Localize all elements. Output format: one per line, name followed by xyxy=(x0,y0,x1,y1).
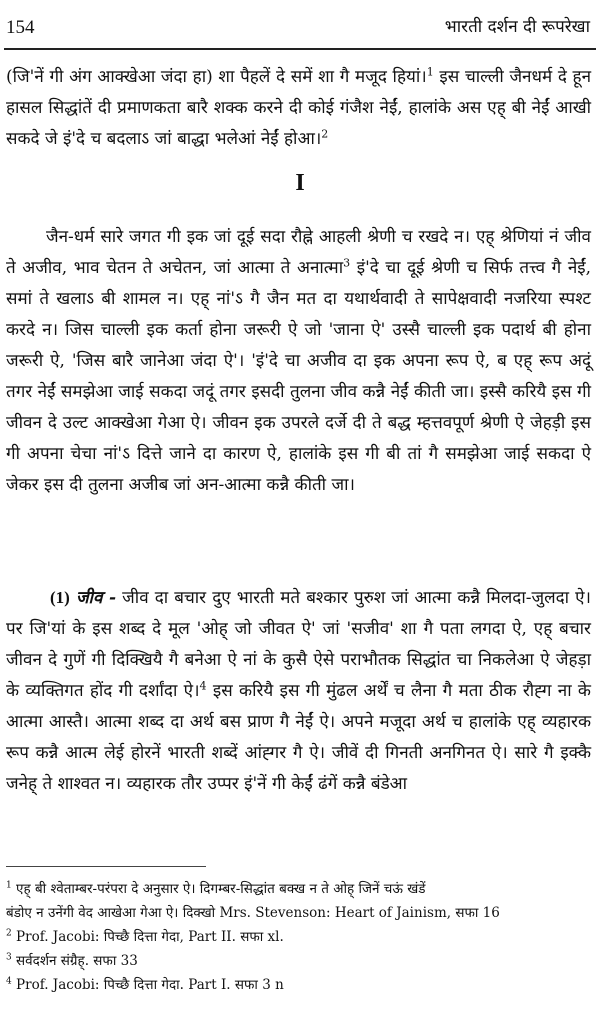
footnote-3 xyxy=(6,949,591,973)
section-heading: I xyxy=(295,170,305,196)
footnote-marker-1: 1 xyxy=(426,65,434,79)
item-number: (1) xyxy=(50,588,70,607)
footnote-1-continued xyxy=(6,901,591,925)
paragraph-jain-categories xyxy=(6,222,591,501)
footnote-2 xyxy=(6,925,591,949)
footnote-separator xyxy=(6,866,206,867)
footnote-marker-2: 2 xyxy=(321,127,329,141)
footnote-4 xyxy=(6,973,591,997)
footnote-marker-3: 3 xyxy=(343,256,351,270)
footnote-text: Prof. Jacobi: पिच्छै दित्ता गेदा. Part I. सफा 3 n xyxy=(16,977,284,993)
paragraph-text: (जि'नें गी अंग आक्खेआ जंदा हा) शा पैहलें दे समें शा गै मजूद हियां। xyxy=(6,67,427,87)
footnote-marker-4: 4 xyxy=(199,679,207,693)
footnote-mark: 1 xyxy=(6,880,12,891)
paragraph-jiva xyxy=(6,582,591,800)
footnote-text: सर्वदर्शन संग्रैह्. सफा 33 xyxy=(16,953,138,969)
header-rule xyxy=(4,48,596,50)
paragraph-intro xyxy=(6,62,591,155)
paragraph-text: जैन-धर्म सारे जगत गी इक जां दूई सदा रौह्ने आहली श्रेणी च रखदे न। एह् श्रेणियां नं जीव ते अजीव, भाव चेतन ते अचेतन, जां आत्मा ते अनात्मा xyxy=(6,227,591,278)
footnote-text: बंडोए न उनेंगी वेद आखेआ गेआ ऐ। दिक्खो Mrs. Stevenson: Heart of Jainism, सफा 16 xyxy=(6,905,500,921)
paragraph-text: इस करियै इस गी मुंढल अर्थें च लैना गै मता ठीक रौह्ग ना के आत्मा आस्तै। आत्मा शब्द दा अर्थ बस प्राण गै नेईं ऐ। अपने मजूदा अर्थ च हालांके एह् व्यहारक रूप कन्नै आत्म लेई होरनें भारती शब्दें आंह्गर गै ऐ। जीवें दी गिनती अनगिनत ऐ। सारे गै इक्कै जनेह् ते शाश्वत न। व्यहारक तौर उप्पर इं'नें गी केईं ढंगें कन्नै बंडेआ xyxy=(6,681,591,794)
footnote-text: एह् बी श्वेताम्बर-परंपरा दे अनुसार ऐ। दिगम्बर-सिद्धांत बक्ख न ते ओह् जिनें चऊं खंडें xyxy=(16,881,426,897)
running-head-title: भारती दर्शन दी रूपरेखा xyxy=(444,17,590,37)
footnote-mark: 4 xyxy=(6,976,12,987)
paragraph-text: इं'दे चा दूई श्रेणी च सिर्फ तत्त्व गै नेईं, समां ते खलाऽ बी शामल न। एह् नां'ऽ गै जैन मत दा यथार्थवादी ते सापेक्षवादी नजरिया स्पश्ट करदे न। जिस चाल्ली इक कर्ता होना जरूरी ऐ जो 'जाना ऐ' उस्सै चाल्ली इक पदार्थ बी होना जरूरी ऐ, 'जिस बारै जानेआ जंदा ऐ'। 'इं'दे चा अजीव दा इक अपना रूप ऐ, ब एह् रूप अदूं तगर नेईं समझेआ जाई सकदा जदूं तगर इसदी तुलना जीव कन्नै नेईं कीती जा। इस्सै करियै इस गी जीवन दे उल्ट आक्खेआ गेआ ऐ। जीवन इक उपरले दर्जे दी ते बद्ध म्हत्तवपूर्ण श्रेणी ऐ जेहड़ी इस गी अपना चेचा नां'ऽ दित्ते जाने दा कारण ऐ, हालांके इस गी बी तां गै समझेआ जाई सकदा ऐ जेकर इस दी तुलना अजीब जां अन-आत्मा कन्नै कीती जा। xyxy=(6,258,591,495)
page-number: 154 xyxy=(6,17,35,38)
paragraph-text: इस चाल्ली जैनधर्म दे हून हासल सिद्धांतें दी प्रमाणकता बारै शक्क करने दी कोई गंजैश नेईं, हालांके अस एह् बी नेईं आखी सकदे जे इं'दे च बदलाऽ जां बाद्धा भलेआं नेईं होआ। xyxy=(6,67,592,149)
footnote-text: Prof. Jacobi: पिच्छै दित्ता गेदा, Part II. सफा xl. xyxy=(16,929,284,945)
footnote-mark: 3 xyxy=(6,952,12,963)
footnote-1 xyxy=(6,877,591,901)
item-term: जीव - xyxy=(75,588,117,608)
paragraph-text: जीव दा बचार दुए भारती मते बश्कार पुरुश जां आत्मा कन्नै मिलदा-जुलदा ऐ। पर जि'यां के इस शब्द दे मूल 'ओह् जो जीवत ऐ' जां 'सजीव' शा गै पता लगदा ऐ, एह् बचार जीवन दे गुणें गी दिक्खियै गै बनेआ ऐ नां के कुसै ऐसे पराभौतक सिद्धांत चा निकलेआ ऐ जेहड़ा के व्यक्तिगत होंद गी दर्शांदा ऐ। xyxy=(6,588,591,701)
footnote-mark: 2 xyxy=(6,928,12,939)
footnotes xyxy=(6,877,591,997)
